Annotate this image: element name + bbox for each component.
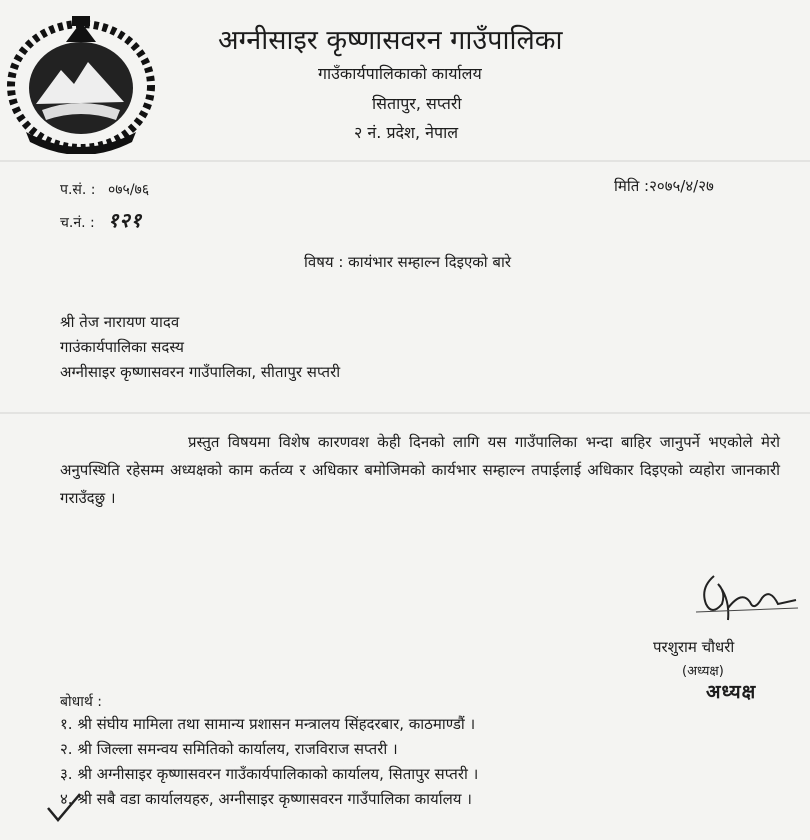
municipality-title: अग्नीसाइर कृष्णासवरन गाउँपालिका xyxy=(218,25,563,56)
list-item: ३. श्री अग्नीसाइर कृष्णासवरन गाउँकार्यपालिकाको कार्यालय, सितापुर सप्तरी । xyxy=(60,765,479,783)
body-paragraph: प्रस्तुत विषयमा विशेष कारणवश केही दिनको लागि यस गाउँपालिका भन्दा बाहिर जानुपर्ने भएकोले मेरो अनुपस्थिति रहेसम्म अध्यक्षको काम कर्तव्य र अधिकार बमोजिमको कार्यभार सम्हाल्न तपाईलाई अधिकार दिइएको व्यहोरा जानकारी गराउँदछु । xyxy=(60,433,780,507)
letter-date: मिति :२०७५/४/२७ xyxy=(614,177,714,195)
reference-number xyxy=(60,180,149,199)
office-name: गाउँकार्यपालिकाको कार्यालय xyxy=(318,64,482,83)
signature-icon xyxy=(692,568,802,630)
office-location: सितापुर, सप्तरी xyxy=(372,94,462,113)
dispatch-number-value: १२१ xyxy=(108,208,143,232)
signatory-name: परशुराम चौधरी xyxy=(653,638,735,656)
addressee-address: अग्नीसाइर कृष्णासवरन गाउँपालिका, सीतापुर सप्तरी xyxy=(60,363,341,381)
addressee-name: श्री तेज नारायण यादव xyxy=(60,313,180,331)
signatory-title: (अध्यक्ष) xyxy=(682,664,724,679)
list-item: १. श्री संघीय मामिला तथा सामान्य प्रशासन मन्त्रालय सिंहदरबार, काठमाण्डौं । xyxy=(60,715,476,733)
paper-fold-line xyxy=(0,160,810,162)
reference-number-value: ०७५/७६ xyxy=(108,182,150,198)
list-item: ४. श्री सबै वडा कार्यालयहरु, अग्नीसाइर कृष्णासवरन गाउँपालिका कार्यालय । xyxy=(60,790,472,808)
copy-to-heading: बोधार्थ : xyxy=(60,694,102,710)
letter-subject: विषय : कायंभार सम्हाल्न दिइएको बारे xyxy=(304,253,512,271)
dispatch-number xyxy=(60,206,142,233)
paper-fold-line xyxy=(0,412,810,414)
dispatch-number-label: च.नं. : xyxy=(60,215,95,231)
chairperson-stamp: अध्यक्ष xyxy=(706,681,757,703)
copy-to-list xyxy=(60,712,478,812)
province-line: २ नं. प्रदेश, नेपाल xyxy=(354,123,459,142)
reference-number-label: प.सं. : xyxy=(60,182,96,198)
list-item: २. श्री जिल्ला समन्वय समितिको कार्यालय, राजविराज सप्तरी । xyxy=(60,740,398,758)
addressee-position: गाउंकार्यपालिका सदस्य xyxy=(60,338,184,356)
checkmark-icon xyxy=(44,790,84,824)
letter-body xyxy=(60,428,780,512)
nepal-emblem-icon xyxy=(6,12,156,154)
